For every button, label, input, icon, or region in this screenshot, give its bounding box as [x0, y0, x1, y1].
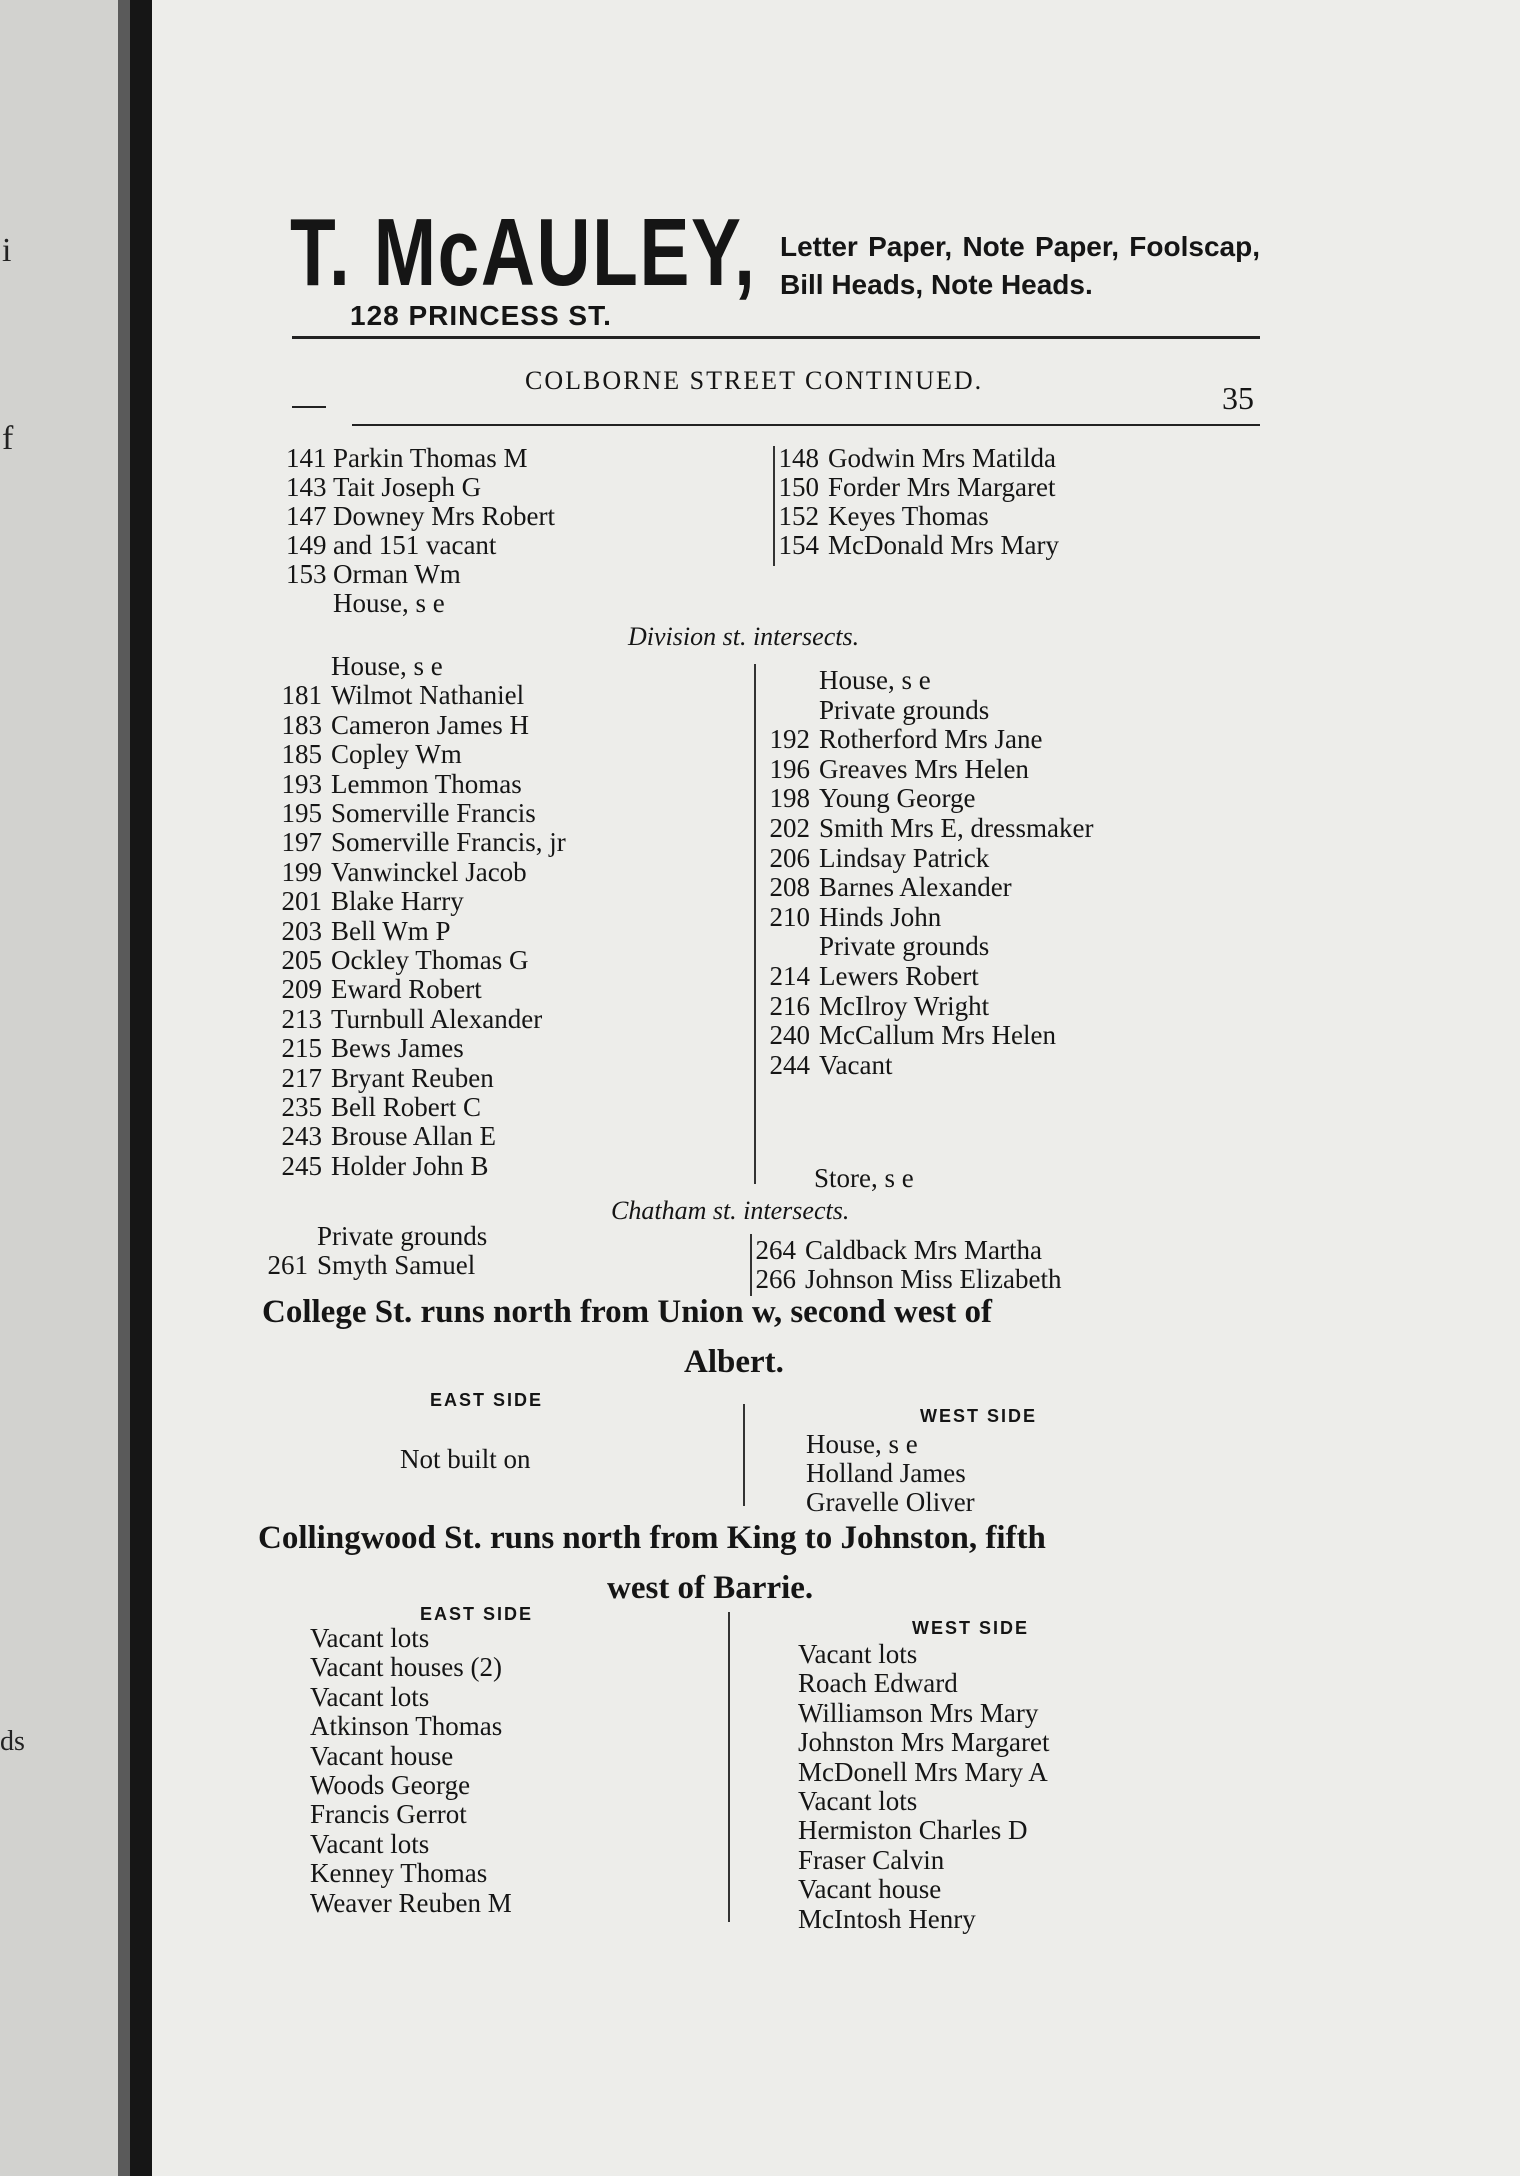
- resident-name: House, s e: [819, 665, 931, 695]
- resident-name: Brouse Allan E: [331, 1121, 496, 1152]
- house-number: 148: [778, 443, 819, 473]
- list-item: [766, 784, 976, 813]
- house-number: 214: [769, 961, 810, 991]
- list-item: Atkinson Thomas: [310, 1711, 503, 1742]
- resident-name: Bell Wm P: [331, 915, 451, 946]
- list-item: Vacant lots: [310, 1681, 430, 1712]
- list-item: [286, 589, 445, 618]
- list-item: [766, 903, 941, 932]
- resident-name: McDonald Mrs Mary: [828, 530, 1059, 560]
- collingwood-heading: Collingwood St. runs north from King to Johnston, fifth: [258, 1520, 1046, 1556]
- resident-name: Vacant: [819, 1049, 893, 1080]
- college-east-label: EAST SIDE: [430, 1390, 544, 1410]
- list-item: [278, 887, 464, 916]
- list-item: [278, 1152, 489, 1181]
- list-item: Johnston Mrs Margaret: [798, 1727, 1050, 1758]
- list-item: [278, 828, 566, 857]
- list-item: [766, 814, 1093, 843]
- house-number: 208: [769, 872, 810, 903]
- resident-name: Keyes Thomas: [828, 501, 989, 531]
- house-number: 183: [281, 709, 322, 740]
- list-item: Kenney Thomas: [310, 1858, 488, 1889]
- resident-name: Barnes Alexander: [819, 872, 1012, 903]
- resident-name: Vanwinckel Jacob: [331, 856, 527, 887]
- resident-name: Downey Mrs Robert: [333, 501, 555, 531]
- list-item: McIntosh Henry: [798, 1903, 976, 1934]
- resident-name: Somerville Francis, jr: [331, 827, 566, 858]
- division-caption: Division st. intersects.: [628, 622, 860, 651]
- house-number: 261: [267, 1250, 308, 1280]
- resident-name: Somerville Francis: [331, 798, 536, 828]
- list-item: [278, 975, 482, 1004]
- page-gutter-shadow: [118, 0, 130, 2176]
- list-item: [766, 1021, 1056, 1050]
- resident-name: Eward Robert: [331, 974, 482, 1005]
- resident-name: House, s e: [331, 651, 443, 681]
- list-item: [278, 1005, 542, 1034]
- list-item: [286, 444, 528, 473]
- list-item: [278, 1034, 464, 1063]
- list-item: [278, 711, 529, 740]
- list-item: Vacant house: [310, 1740, 454, 1771]
- house-number: 150: [778, 472, 819, 502]
- resident-name: Tait Joseph G: [333, 472, 482, 502]
- list-item: [752, 1236, 1042, 1265]
- list-item: House, s e: [806, 1429, 918, 1459]
- house-number: 245: [281, 1150, 322, 1181]
- resident-name: Rotherford Mrs Jane: [819, 724, 1043, 755]
- running-head: COLBORNE STREET CONTINUED.: [525, 366, 984, 395]
- resident-name: Cameron James H: [331, 709, 529, 740]
- resident-name: Forder Mrs Margaret: [828, 472, 1056, 502]
- head-rule-short: [292, 406, 326, 408]
- list-item: Gravelle Oliver: [806, 1487, 975, 1517]
- list-item: Fraser Calvin: [798, 1844, 945, 1875]
- house-number: 266: [755, 1264, 796, 1294]
- column-divider: [743, 1404, 745, 1506]
- house-number: 215: [281, 1033, 322, 1064]
- house-number: 198: [769, 783, 810, 814]
- house-number: 181: [281, 680, 322, 711]
- house-number: 240: [769, 1020, 810, 1051]
- column-divider: [773, 446, 775, 566]
- house-number: 185: [281, 739, 322, 770]
- house-number: 216: [769, 990, 810, 1021]
- head-rule: [352, 424, 1260, 426]
- house-number: 205: [281, 945, 322, 975]
- list-item: [775, 473, 1055, 502]
- list-item: [775, 531, 1059, 560]
- list-item: [766, 666, 931, 695]
- list-item: McDonell Mrs Mary A: [798, 1756, 1048, 1787]
- margin-fragment: f: [2, 420, 14, 457]
- resident-name: Turnbull Alexander: [331, 1003, 543, 1034]
- list-item: [278, 1122, 496, 1151]
- list-item: [766, 932, 989, 961]
- list-item: [278, 799, 536, 828]
- list-item: [278, 1093, 481, 1122]
- facing-page-strip: [0, 0, 118, 2176]
- margin-fragment: i: [2, 232, 12, 269]
- house-number: 141: [286, 443, 327, 473]
- resident-name: Orman Wm: [333, 559, 461, 589]
- resident-name: Godwin Mrs Matilda: [828, 443, 1056, 473]
- list-item: [262, 1222, 487, 1251]
- college-east-entry: Not built on: [400, 1444, 531, 1474]
- resident-name: Holder John B: [331, 1150, 489, 1181]
- list-item: [775, 502, 989, 531]
- resident-name: Bell Robert C: [331, 1092, 481, 1122]
- house-number: 210: [769, 901, 810, 932]
- house-number: 197: [281, 827, 322, 858]
- list-item: [766, 844, 989, 873]
- resident-name: Parkin Thomas M: [333, 443, 528, 473]
- list-item: [278, 652, 443, 681]
- list-item: [286, 560, 461, 589]
- collingwood-heading-cont: west of Barrie.: [607, 1570, 814, 1606]
- resident-name: Wilmot Nathaniel: [331, 680, 525, 711]
- house-number: 202: [769, 813, 810, 843]
- store-note: Store, s e: [814, 1163, 914, 1193]
- column-divider: [754, 664, 756, 1184]
- list-item: [278, 770, 522, 799]
- college-west-label: WEST SIDE: [920, 1406, 1038, 1426]
- house-number: 192: [769, 724, 810, 755]
- list-item: Roach Edward: [798, 1668, 958, 1699]
- list-item: Francis Gerrot: [310, 1799, 467, 1830]
- house-number: 243: [281, 1121, 322, 1152]
- page-gutter: [130, 0, 152, 2176]
- list-item: [766, 696, 989, 725]
- list-item: [766, 992, 989, 1021]
- list-item: [286, 502, 555, 531]
- house-number: 206: [769, 842, 810, 873]
- resident-name: Private grounds: [317, 1221, 488, 1251]
- advert-description: Letter Paper, Note Paper, Foolscap, Bill Heads, Note Heads.: [780, 231, 1260, 300]
- resident-name: Bryant Reuben: [331, 1062, 494, 1093]
- house-number: 153: [286, 559, 327, 589]
- house-number: 193: [281, 768, 322, 799]
- list-item: Vacant lots: [310, 1828, 430, 1859]
- resident-name: Johnson Miss Elizabeth: [805, 1264, 1062, 1294]
- margin-fragment: ds: [0, 1726, 25, 1757]
- chatham-caption: Chatham st. intersects.: [611, 1196, 850, 1225]
- resident-name: Lewers Robert: [819, 961, 979, 991]
- house-number: 199: [281, 856, 322, 887]
- list-item: [278, 740, 462, 769]
- list-item: [278, 681, 524, 710]
- list-item: [775, 444, 1056, 473]
- resident-name: Private grounds: [819, 694, 990, 725]
- house-number: 244: [769, 1049, 810, 1080]
- list-item: [262, 1251, 475, 1280]
- house-number: 154: [778, 530, 819, 560]
- resident-name: Greaves Mrs Helen: [819, 753, 1029, 784]
- resident-name: Copley Wm: [331, 739, 462, 770]
- list-item: [278, 917, 451, 946]
- house-number: 264: [755, 1235, 796, 1265]
- resident-name: Caldback Mrs Martha: [805, 1235, 1042, 1265]
- house-number: 152: [778, 501, 819, 531]
- list-item: Vacant lots: [310, 1623, 430, 1653]
- house-number: 147: [286, 501, 327, 531]
- college-heading: College St. runs north from Union w, second west of: [262, 1294, 992, 1330]
- list-item: Hermiston Charles D: [798, 1815, 1028, 1846]
- list-item: [766, 1051, 892, 1080]
- resident-name: Young George: [819, 783, 976, 814]
- list-item: Vacant house: [798, 1874, 942, 1905]
- resident-name: Lindsay Patrick: [819, 842, 990, 873]
- list-item: [766, 962, 979, 991]
- resident-name: Bews James: [331, 1033, 464, 1064]
- resident-name: Lemmon Thomas: [331, 768, 522, 799]
- page-number: 35: [1222, 380, 1254, 416]
- house-number: 201: [281, 886, 322, 917]
- resident-name: and 151 vacant: [333, 530, 497, 560]
- resident-name: Smith Mrs E, dressmaker: [819, 813, 1094, 843]
- list-item: Vacant lots: [798, 1639, 918, 1669]
- resident-name: House, s e: [333, 588, 445, 618]
- house-number: 213: [281, 1003, 322, 1034]
- list-item: Vacant houses (2): [310, 1652, 502, 1683]
- resident-name: Blake Harry: [331, 886, 464, 917]
- list-item: [278, 1064, 494, 1093]
- advert-name: T. McAULEY,: [290, 199, 757, 306]
- house-number: 235: [281, 1092, 322, 1122]
- resident-name: Smyth Samuel: [317, 1250, 476, 1280]
- house-number: 195: [281, 798, 322, 828]
- house-number: 196: [769, 753, 810, 784]
- list-item: [766, 755, 1029, 784]
- advert-rule: [292, 336, 1260, 339]
- list-item: Williamson Mrs Mary: [798, 1697, 1039, 1728]
- house-number: 149: [286, 530, 327, 560]
- college-heading-cont: Albert.: [684, 1344, 784, 1380]
- collingwood-east-label: EAST SIDE: [420, 1604, 534, 1624]
- list-item: Holland James: [806, 1458, 966, 1488]
- list-item: [286, 473, 481, 502]
- list-item: [278, 858, 527, 887]
- resident-name: McCallum Mrs Helen: [819, 1020, 1056, 1051]
- column-divider: [728, 1612, 730, 1922]
- resident-name: Hinds John: [819, 901, 942, 932]
- resident-name: McIlroy Wright: [819, 990, 990, 1021]
- column-divider: [750, 1234, 752, 1296]
- list-item: [766, 725, 1042, 754]
- collingwood-west-label: WEST SIDE: [912, 1618, 1030, 1638]
- house-number: 203: [281, 915, 322, 946]
- resident-name: Private grounds: [819, 931, 990, 962]
- list-item: [286, 531, 496, 560]
- list-item: Weaver Reuben M: [310, 1887, 512, 1918]
- house-number: 217: [281, 1062, 322, 1093]
- list-item: [278, 946, 528, 975]
- list-item: Woods George: [310, 1770, 471, 1800]
- resident-name: Ockley Thomas G: [331, 945, 529, 975]
- list-item: [766, 873, 1012, 902]
- list-item: Vacant lots: [798, 1786, 918, 1816]
- house-number: 209: [281, 974, 322, 1005]
- house-number: 143: [286, 472, 327, 502]
- advert-address: 128 PRINCESS ST.: [350, 300, 612, 331]
